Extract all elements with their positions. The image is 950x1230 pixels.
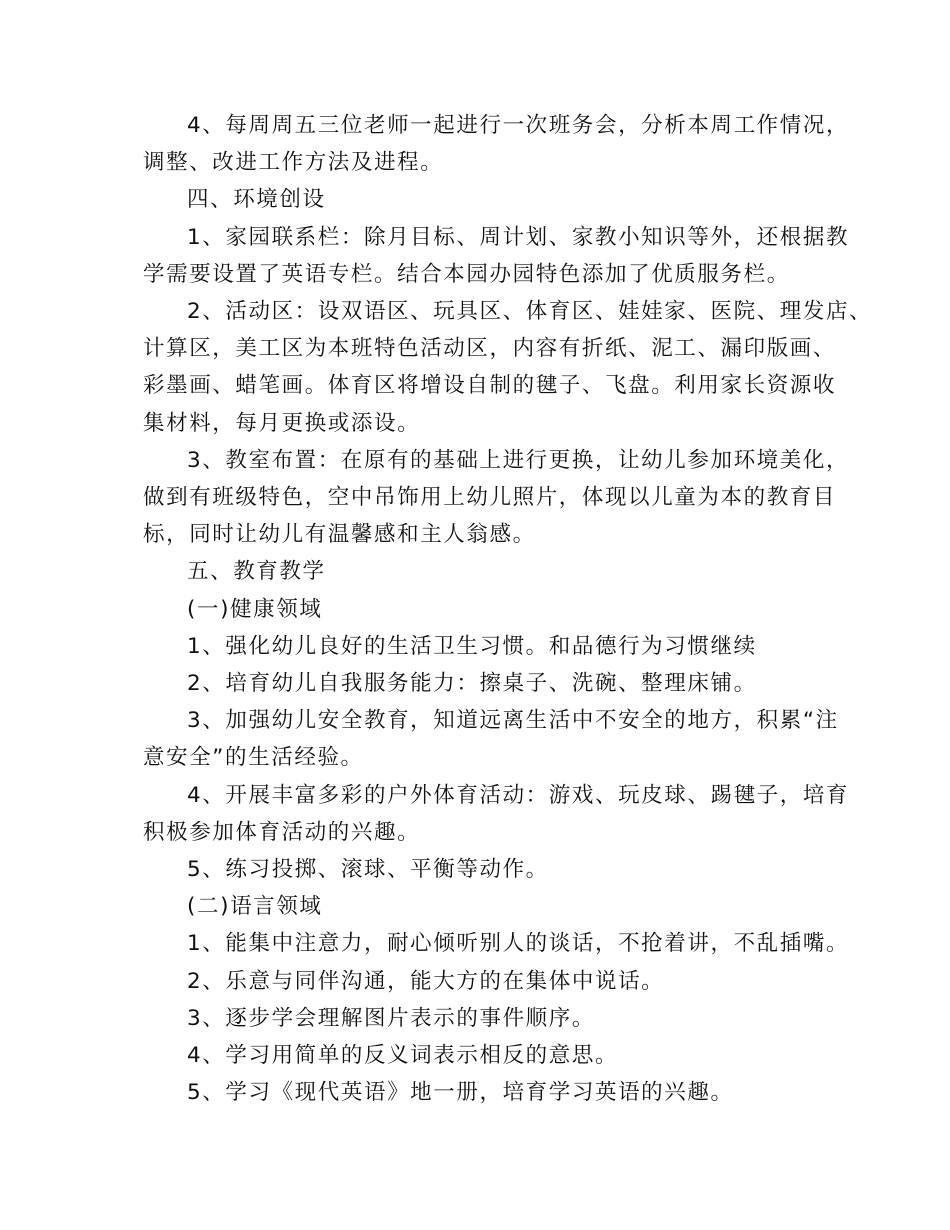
- text-line: 3、教室布置：在原有的基础上进行更换，让幼儿参加环境美化，: [187, 447, 850, 473]
- text-line: 1、能集中注意力，耐心倾听别人的谈话，不抢着讲，不乱插嘴。: [187, 931, 850, 957]
- text-line: 四、环境创设: [187, 187, 326, 213]
- list-item: [143, 1037, 833, 1074]
- text-line: 意安全”的生活经验。: [143, 745, 364, 771]
- text-line: 2、活动区：设双语区、玩具区、体育区、娃娃家、医院、理发店、: [187, 299, 873, 325]
- text-line: 标，同时让幼儿有温馨感和主人翁感。: [143, 522, 536, 548]
- text-line: 集材料，每月更换或添设。: [143, 410, 421, 436]
- section-heading: [143, 553, 833, 590]
- subsection-heading: [143, 888, 833, 925]
- text-line: 4、开展丰富多彩的户外体育活动：游戏、玩皮球、踢毽子，培育: [187, 782, 850, 808]
- subsection-heading: [143, 591, 833, 628]
- text-line: 学需要设置了英语专栏。结合本园办园特色添加了优质服务栏。: [143, 261, 790, 287]
- paragraph: [143, 107, 850, 181]
- list-item: [143, 1000, 833, 1037]
- text-line: 3、加强幼儿安全教育，知道远离生活中不安全的地方，积累“注: [187, 708, 839, 734]
- section-heading: [143, 181, 833, 218]
- list-item: [143, 925, 850, 962]
- list-item: [143, 628, 833, 665]
- list-item: [143, 851, 833, 888]
- text-line: 4、学习用简单的反义词表示相反的意思。: [187, 1043, 619, 1069]
- list-item: [143, 665, 833, 702]
- text-line: 彩墨画、蜡笔画。体育区将增设自制的毽子、飞盘。利用家长资源收: [143, 373, 837, 399]
- text-line: 2、培育幼儿自我服务能力：擦桌子、洗碗、整理床铺。: [187, 671, 757, 697]
- list-item: [143, 963, 833, 1000]
- document-body: [143, 107, 873, 1111]
- list-item: [143, 777, 850, 851]
- text-line: 计算区，美工区为本班特色活动区，内容有折纸、泥工、漏印版画、: [143, 336, 837, 362]
- text-line: 做到有班级特色，空中吊饰用上幼儿照片，体现以儿童为本的教育目: [143, 485, 837, 511]
- list-item: [143, 1074, 833, 1111]
- text-line: 2、乐意与同伴沟通，能大方的在集体中说话。: [187, 968, 665, 994]
- text-line: 3、逐步学会理解图片表示的事件顺序。: [187, 1005, 595, 1031]
- list-item: [143, 702, 839, 776]
- text-line: 4、每周周五三位老师一起进行一次班务会，分析本周工作情况，: [187, 113, 850, 138]
- text-line: 5、学习《现代英语》地一册，培育学习英语的兴趣。: [187, 1080, 734, 1106]
- text-line: 五、教育教学: [187, 559, 326, 585]
- text-line: (一)健康领域: [187, 596, 323, 622]
- text-line: 调整、改进工作方法及进程。: [143, 150, 444, 176]
- paragraph: [143, 442, 850, 554]
- text-line: 积极参加体育活动的兴趣。: [143, 819, 421, 845]
- paragraph: [143, 293, 873, 442]
- text-line: 1、家园联系栏：除月目标、周计划、家教小知识等外，还根据教: [187, 224, 850, 250]
- paragraph: [143, 219, 850, 293]
- text-line: 1、强化幼儿良好的生活卫生习惯。和品德行为习惯继续: [187, 633, 757, 659]
- text-line: (二)语言领域: [187, 894, 323, 920]
- text-line: 5、练习投掷、滚球、平衡等动作。: [187, 857, 549, 883]
